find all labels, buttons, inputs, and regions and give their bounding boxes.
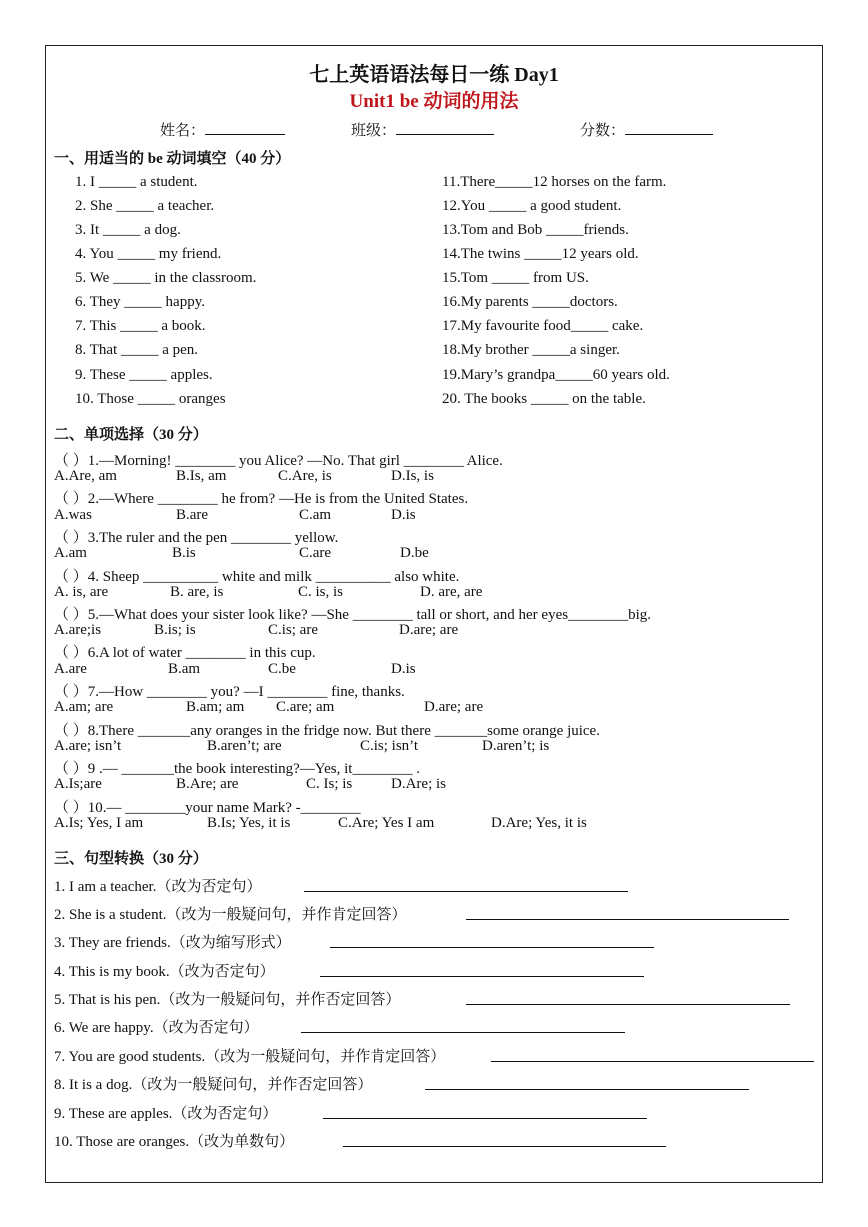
class-label: 班级： (351, 123, 397, 139)
mc-question: （ ）5.—What does your sister look like? —She ________ tall or short, and her eyes________big. (54, 607, 651, 623)
mc-option[interactable]: B.are (176, 507, 209, 523)
mc-option[interactable]: D.are; are (424, 699, 484, 715)
mc-option[interactable]: B. are, is (170, 584, 224, 600)
mc-option[interactable]: B.is; is (154, 622, 196, 638)
fill-item: 5. We _____ in the classroom. (75, 270, 257, 286)
mc-option[interactable]: C.are; am (276, 699, 335, 715)
transform-item: 2. She is a student.（改为一般疑问句，并作肯定回答） (54, 907, 407, 923)
mc-question: （ ）3.The ruler and the pen ________ yellow. (54, 530, 339, 546)
score-label: 分数： (580, 123, 626, 139)
mc-option[interactable]: D.be (400, 545, 429, 561)
mc-option[interactable]: D. are, are (420, 584, 483, 600)
page-title: 七上英语语法每日一练 Day1 (309, 64, 559, 86)
mc-option[interactable]: D.are; are (399, 622, 459, 638)
answer-line[interactable] (343, 1146, 666, 1147)
transform-item: 10. Those are oranges.（改为单数句） (54, 1134, 295, 1150)
mc-option[interactable]: A.Is; Yes, I am (54, 815, 144, 831)
mc-question: （ ）4. Sheep __________ white and milk __________ also white. (54, 569, 460, 585)
score-blank[interactable] (625, 120, 713, 135)
class-blank[interactable] (396, 120, 494, 135)
mc-option[interactable]: D.Are; Yes, it is (491, 815, 587, 831)
fill-item: 7. This _____ a book. (75, 318, 206, 334)
fill-item: 18.My brother _____a singer. (442, 342, 620, 358)
name-field (160, 119, 285, 140)
mc-option[interactable]: C. is, is (298, 584, 344, 600)
fill-item: 20. The books _____ on the table. (442, 391, 646, 407)
fill-item: 3. It _____ a dog. (75, 222, 181, 238)
mc-option[interactable]: A.was (54, 507, 92, 523)
transform-item: 9. These are apples.（改为否定句） (54, 1106, 278, 1122)
fill-item: 14.The twins _____12 years old. (442, 246, 639, 262)
name-label: 姓名： (160, 123, 206, 139)
answer-line[interactable] (320, 976, 644, 977)
answer-line[interactable] (466, 1004, 790, 1005)
section3-heading: 三、句型转换（30 分） (54, 851, 208, 867)
mc-option[interactable]: B.Are; are (176, 776, 239, 792)
mc-option[interactable]: C.is; isn’t (360, 738, 419, 754)
mc-question: （ ）9 .— _______the book interesting?—Yes, it________ . (54, 761, 420, 777)
mc-option[interactable]: D.is (391, 507, 416, 523)
mc-option[interactable]: D.Is, is (391, 468, 434, 484)
mc-question: （ ）10.— ________your name Mark? -________ (54, 800, 361, 816)
fill-item: 19.Mary’s grandpa_____60 years old. (442, 367, 670, 383)
mc-option[interactable]: D.aren’t; is (482, 738, 550, 754)
answer-line[interactable] (425, 1089, 749, 1090)
mc-question: （ ）6.A lot of water ________ in this cup. (54, 645, 316, 661)
fill-item: 6. They _____ happy. (75, 294, 205, 310)
mc-question: （ ）8.There _______any oranges in the fridge now. But there _______some orange juice. (54, 723, 600, 739)
transform-item: 5. That is his pen.（改为一般疑问句，并作否定回答） (54, 992, 401, 1008)
fill-item: 13.Tom and Bob _____friends. (442, 222, 629, 238)
section2-heading: 二、单项选择（30 分） (54, 427, 208, 443)
fill-item: 10. Those _____ oranges (75, 391, 226, 407)
mc-option[interactable]: A.am; are (54, 699, 114, 715)
transform-item: 1. I am a teacher.（改为否定句） (54, 879, 262, 895)
mc-option[interactable]: C.am (299, 507, 332, 523)
mc-option[interactable]: B.is (172, 545, 196, 561)
mc-question: （ ）1.—Morning! ________ you Alice? —No. That girl ________ Alice. (54, 453, 503, 469)
fill-item: 4. You _____ my friend. (75, 246, 222, 262)
fill-item: 15.Tom _____ from US. (442, 270, 589, 286)
answer-line[interactable] (301, 1032, 625, 1033)
mc-option[interactable]: D.Are; is (391, 776, 446, 792)
answer-line[interactable] (330, 947, 654, 948)
mc-option[interactable]: C.Are; Yes I am (338, 815, 435, 831)
class-field (351, 119, 494, 140)
fill-item: 9. These _____ apples. (75, 367, 213, 383)
answer-line[interactable] (304, 891, 628, 892)
fill-item: 16.My parents _____doctors. (442, 294, 618, 310)
answer-line[interactable] (466, 919, 789, 920)
transform-item: 7. You are good students.（改为一般疑问句，并作肯定回答） (54, 1049, 446, 1065)
mc-option[interactable]: C.be (268, 661, 296, 677)
mc-option[interactable]: A.Are, am (54, 468, 117, 484)
transform-item: 4. This is my book.（改为否定句） (54, 964, 275, 980)
mc-option[interactable]: C.is; are (268, 622, 318, 638)
fill-item: 17.My favourite food_____ cake. (442, 318, 644, 334)
fill-item: 11.There_____12 horses on the farm. (442, 174, 667, 190)
fill-item: 12.You _____ a good student. (442, 198, 622, 214)
score-field (580, 119, 713, 140)
mc-option[interactable]: C.are (299, 545, 332, 561)
mc-option[interactable]: A.are;is (54, 622, 102, 638)
mc-option[interactable]: B.Is; Yes, it is (207, 815, 291, 831)
transform-item: 8. It is a dog.（改为一般疑问句，并作否定回答） (54, 1077, 373, 1093)
mc-option[interactable]: A.Is;are (54, 776, 102, 792)
mc-option[interactable]: A.am (54, 545, 87, 561)
mc-option[interactable]: C. Is; is (306, 776, 353, 792)
mc-option[interactable]: B.am; am (186, 699, 245, 715)
mc-question: （ ）2.—Where ________ he from? —He is from the United States. (54, 491, 469, 507)
fill-item: 1. I _____ a student. (75, 174, 198, 190)
page-subtitle: Unit1 be 动词的用法 (349, 91, 519, 112)
fill-item: 8. That _____ a pen. (75, 342, 199, 358)
mc-option[interactable]: A. is, are (54, 584, 109, 600)
name-blank[interactable] (205, 120, 285, 135)
section1-heading: 一、用适当的 be 动词填空（40 分） (54, 151, 291, 167)
mc-option[interactable]: B.Is, am (176, 468, 227, 484)
answer-line[interactable] (491, 1061, 814, 1062)
mc-option[interactable]: A.are (54, 661, 87, 677)
mc-option[interactable]: C.Are, is (278, 468, 332, 484)
fill-item: 2. She _____ a teacher. (75, 198, 215, 214)
mc-option[interactable]: B.aren’t; are (207, 738, 282, 754)
mc-option[interactable]: B.am (168, 661, 201, 677)
answer-line[interactable] (323, 1118, 647, 1119)
transform-item: 3. They are friends.（改为缩写形式） (54, 935, 291, 951)
transform-item: 6. We are happy.（改为否定句） (54, 1020, 259, 1036)
mc-option[interactable]: D.is (391, 661, 416, 677)
mc-option[interactable]: A.are; isn’t (54, 738, 122, 754)
mc-question: （ ）7.—How ________ you? —I ________ fine, thanks. (54, 684, 405, 700)
